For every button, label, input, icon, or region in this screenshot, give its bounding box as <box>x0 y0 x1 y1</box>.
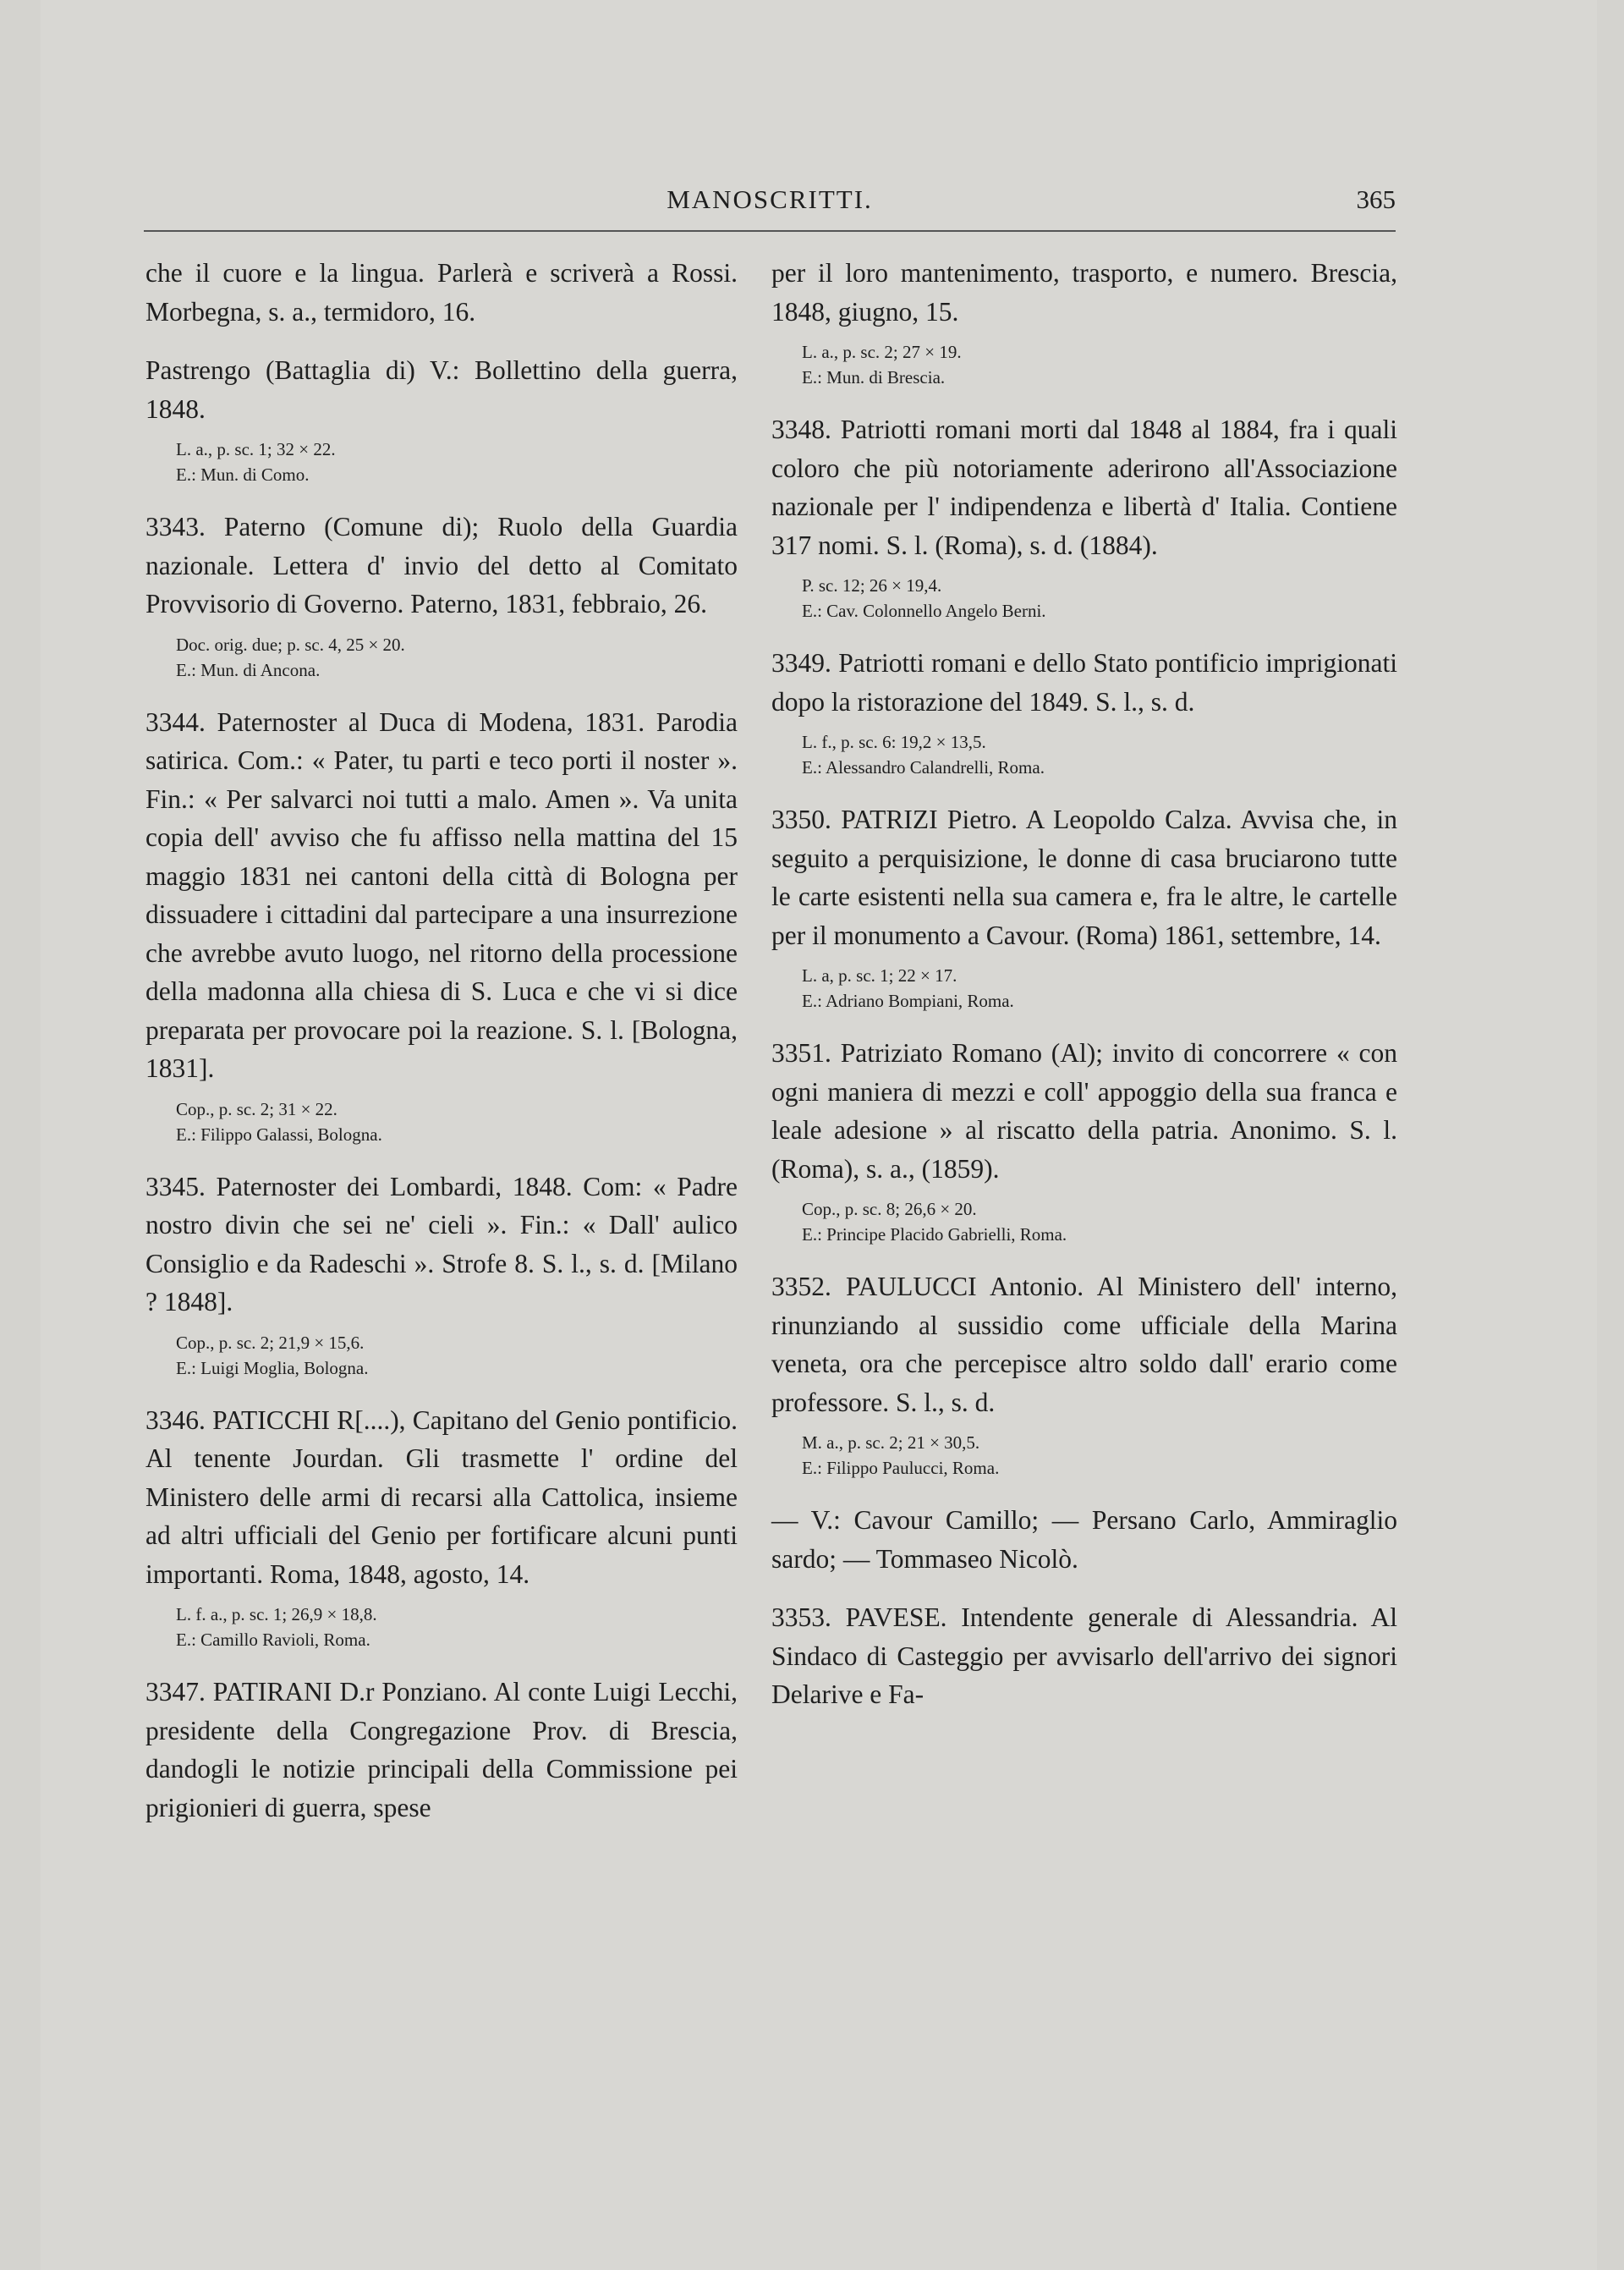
meta-line: E.: Mun. di Como. <box>176 464 310 485</box>
meta-line: E.: Mun. di Ancona. <box>176 659 321 680</box>
entry-text: — V.: Cavour Camillo; — Persano Carlo, Ammiraglio sardo; — Tommaseo Nicolò. <box>771 1505 1397 1574</box>
meta-line: E.: Principe Placido Gabrielli, Roma. <box>802 1224 1067 1245</box>
header-rule <box>144 230 1396 232</box>
entry-continuation-right <box>771 254 1397 390</box>
entry-text: 3353. PAVESE. Intendente generale di Alessandria. Al Sindaco di Casteggio per avvisarlo dell'arrivo dei signori Delarive e Fa- <box>771 1602 1397 1709</box>
entry-meta <box>176 1330 738 1381</box>
entry-3345 <box>145 1168 738 1381</box>
entry-text: 3344. Paternoster al Duca di Modena, 1831. Parodia satirica. Com.: « Pater, tu parti e teco porti il noster ». Fin.: « Per salvarci noi tutti a malo. Amen ». Va unita copia dell' avviso che fu affisso nella mattina del 15 maggio 1831 nei cantoni della città di Bologna per dissuadere i cittadini dal partecipare a una insurrezione che avrebbe avuto luogo, nel ritorno della processione della madonna alla chiesa di S. Luca e che vi si dice preparata per provocare poi la reazione. S. l. [Bologna, 1831]. <box>145 706 738 1083</box>
entry-meta <box>802 1196 1397 1247</box>
entry-text: 3343. Paterno (Comune di); Ruolo della Guardia nazionale. Lettera d' invio del detto al Comitato Provvisorio di Governo. Paterno, 1831, febbraio, 26. <box>145 512 738 618</box>
entry-3347 <box>145 1673 738 1827</box>
meta-line: L. a, p. sc. 1; 22 × 17. <box>802 965 957 986</box>
entry-3352 <box>771 1267 1397 1481</box>
entry-meta <box>802 1430 1397 1481</box>
running-title: MANOSCRITTI. <box>667 184 873 214</box>
entry-text: 3345. Paternoster dei Lombardi, 1848. Com: « Padre nostro divin che sei ne' cieli ». Fin.: « Dall' aulico Consiglio e da Radeschi ». Strofe 8. S. l., s. d. [Milano ? 1848]. <box>145 1171 738 1316</box>
entry-text: 3346. PATICCHI R[....), Capitano del Genio pontificio. Al tenente Jourdan. Gli trasmette l' ordine del Ministero delle armi di recarsi alla Cattolica, insieme ad altri ufficiali del Genio per fortificare alcuni punti importanti. Roma, 1848, agosto, 14. <box>145 1404 738 1589</box>
entry-3343 <box>145 508 738 683</box>
entry-pastrengo <box>145 351 738 487</box>
entry-text: Pastrengo (Battaglia di) V.: Bollettino della guerra, 1848. <box>145 355 738 424</box>
right-column <box>771 254 1397 1734</box>
entry-text: che il cuore e la lingua. Parlerà e scriverà a Rossi. Morbegna, s. a., termidoro, 16. <box>145 258 738 327</box>
entry-meta <box>176 1097 738 1147</box>
meta-line: E.: Adriano Bompiani, Roma. <box>802 991 1014 1011</box>
page-header <box>144 178 1396 228</box>
entry-text: 3348. Patriotti romani morti dal 1848 al 1884, fra i quali coloro che più notoriamente aderirono all'Associazione nazionale per l' indipendenza e libertà d' Italia. Contiene 317 nomi. S. l. (Roma), s. d. (1884). <box>771 415 1397 560</box>
meta-line: E.: Mun. di Brescia. <box>802 367 946 387</box>
meta-line: L. a., p. sc. 2; 27 × 19. <box>802 342 962 362</box>
entry-meta <box>176 1602 738 1652</box>
entry-text: 3351. Patriziato Romano (Al); invito di concorrere « con ogni maniera di mezzi e coll' appoggio della sua franca e leale adesione » al riscatto della patria. Anonimo. S. l. (Roma), s. a., (1859). <box>771 1038 1397 1184</box>
entry-see-also <box>771 1501 1397 1578</box>
entry-meta <box>802 573 1397 624</box>
entry-text: 3352. PAULUCCI Antonio. Al Ministero dell' interno, rinunziando al sussidio come ufficiale della Marina veneta, ora che percepisce altro soldo dall' erario come professore. S. l., s. d. <box>771 1272 1397 1417</box>
entry-text: per il loro mantenimento, trasporto, e numero. Brescia, 1848, giugno, 15. <box>771 258 1397 327</box>
entry-text: 3347. PATIRANI D.r Ponziano. Al conte Luigi Lecchi, presidente della Congregazione Prov. di Brescia, dandogli le notizie principali della Commissione pei prigionieri di guerra, spese <box>145 1677 738 1822</box>
meta-line: E.: Cav. Colonnello Angelo Berni. <box>802 601 1046 621</box>
meta-line: Doc. orig. due; p. sc. 4, 25 × 20. <box>176 634 405 655</box>
meta-line: E.: Camillo Ravioli, Roma. <box>176 1630 370 1650</box>
meta-line: Cop., p. sc. 2; 21,9 × 15,6. <box>176 1332 365 1353</box>
meta-line: E.: Filippo Galassi, Bologna. <box>176 1124 382 1145</box>
meta-line: E.: Filippo Paulucci, Roma. <box>802 1458 1000 1478</box>
meta-line: Cop., p. sc. 8; 26,6 × 20. <box>802 1199 977 1219</box>
meta-line: L. f. a., p. sc. 1; 26,9 × 18,8. <box>176 1604 377 1624</box>
left-column <box>145 254 738 1847</box>
meta-line: P. sc. 12; 26 × 19,4. <box>802 575 942 596</box>
meta-line: L. f., p. sc. 6: 19,2 × 13,5. <box>802 732 986 752</box>
entry-continuation <box>145 254 738 331</box>
entry-3350 <box>771 800 1397 1014</box>
entry-3351 <box>771 1034 1397 1247</box>
entry-text: 3350. PATRIZI Pietro. A Leopoldo Calza. Avvisa che, in seguito a perquisizione, le donne di casa bruciarono tutte le carte esistenti nella sua camera e, fra le altre, le cartelle per il monumento a Cavour. (Roma) 1861, settembre, 14. <box>771 805 1397 950</box>
entry-meta <box>802 963 1397 1014</box>
meta-line: M. a., p. sc. 2; 21 × 30,5. <box>802 1432 980 1453</box>
entry-meta <box>802 729 1397 780</box>
meta-line: E.: Alessandro Calandrelli, Roma. <box>802 757 1045 778</box>
entry-meta <box>802 339 1397 390</box>
entry-text: 3349. Patriotti romani e dello Stato pontificio imprigionati dopo la ristorazione del 1849. S. l., s. d. <box>771 648 1397 717</box>
meta-line: Cop., p. sc. 2; 31 × 22. <box>176 1098 337 1119</box>
entry-3344 <box>145 703 738 1147</box>
entry-meta <box>176 437 738 487</box>
entry-3353 <box>771 1598 1397 1714</box>
entry-3349 <box>771 644 1397 780</box>
meta-line: L. a., p. sc. 1; 32 × 22. <box>176 439 336 459</box>
entry-3348 <box>771 410 1397 624</box>
page-number: 365 <box>1356 184 1396 214</box>
entry-3346 <box>145 1401 738 1653</box>
meta-line: E.: Luigi Moglia, Bologna. <box>176 1357 369 1378</box>
entry-meta <box>176 632 738 683</box>
